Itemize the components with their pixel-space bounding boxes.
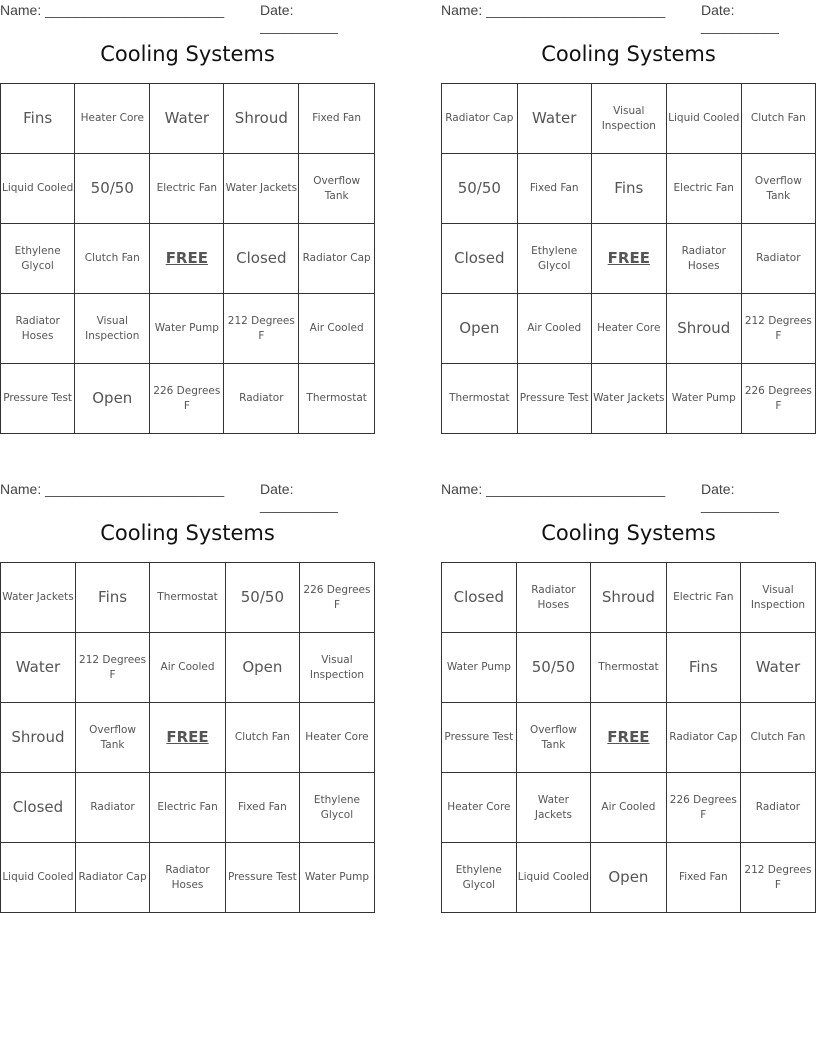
bingo-cell: Closed <box>224 224 299 294</box>
bingo-grid <box>441 83 816 434</box>
grid-row <box>1 84 375 154</box>
bingo-cell: Water Jackets <box>1 563 76 633</box>
bingo-cell: Ethylene Glycol <box>442 843 517 913</box>
bingo-cell: 50/50 <box>516 633 590 703</box>
bingo-cell: Overflow Tank <box>75 703 149 773</box>
grid-row <box>1 843 375 913</box>
bingo-cell: Thermostat <box>442 364 518 434</box>
bingo-cell: Water Pump <box>150 294 224 364</box>
free-space-cell: FREE <box>591 703 667 773</box>
bingo-cell: Liquid Cooled <box>516 843 590 913</box>
bingo-cell: Liquid Cooled <box>666 84 741 154</box>
bingo-cell: Closed <box>442 224 518 294</box>
bingo-cell: 50/50 <box>442 154 518 224</box>
bingo-cell: Water <box>150 84 224 154</box>
bingo-cell: Pressure Test <box>442 703 517 773</box>
bingo-cell: Overflow Tank <box>741 154 815 224</box>
bingo-cell: Fins <box>666 633 740 703</box>
bingo-cell: Water Pump <box>442 633 517 703</box>
bingo-cell: Electric Fan <box>666 563 740 633</box>
grid-row <box>442 364 816 434</box>
bingo-cell: Radiator <box>740 773 815 843</box>
bingo-card-4 <box>441 479 816 914</box>
bingo-cell: 50/50 <box>225 563 299 633</box>
bingo-cell: Shroud <box>666 294 741 364</box>
bingo-cell: Visual Inspection <box>740 563 815 633</box>
bingo-cell: 226 Degrees F <box>741 364 815 434</box>
card-title: Cooling Systems <box>100 42 275 66</box>
grid-row <box>1 154 375 224</box>
bingo-cell: 212 Degrees F <box>741 294 815 364</box>
bingo-cell: Water Pump <box>299 843 374 913</box>
grid-row <box>1 563 375 633</box>
bingo-cell: Closed <box>442 563 517 633</box>
bingo-cell: Electric Fan <box>666 154 741 224</box>
bingo-cell: Radiator Hoses <box>666 224 741 294</box>
card-header <box>441 0 816 34</box>
bingo-cell: 226 Degrees F <box>150 364 224 434</box>
bingo-cell: Open <box>225 633 299 703</box>
bingo-cell: 212 Degrees F <box>75 633 149 703</box>
bingo-cell: Fins <box>1 84 75 154</box>
bingo-card-2 <box>441 0 816 435</box>
bingo-cell: Electric Fan <box>150 154 224 224</box>
bingo-cell: Fixed Fan <box>225 773 299 843</box>
bingo-cell: Ethylene Glycol <box>1 224 75 294</box>
card-title: Cooling Systems <box>541 521 716 545</box>
bingo-cell: Overflow Tank <box>516 703 590 773</box>
grid-row <box>1 633 375 703</box>
bingo-cell: Radiator Cap <box>75 843 149 913</box>
grid-row <box>442 633 816 703</box>
bingo-cell: Liquid Cooled <box>1 154 75 224</box>
bingo-cell: Ethylene Glycol <box>299 773 374 843</box>
bingo-cell: Visual Inspection <box>75 294 150 364</box>
bingo-cell: Water Pump <box>666 364 741 434</box>
bingo-cell: Closed <box>1 773 76 843</box>
bingo-cell: Heater Core <box>442 773 517 843</box>
bingo-cell: Fixed Fan <box>299 84 375 154</box>
bingo-cell: Water <box>740 633 815 703</box>
bingo-cell: Ethylene Glycol <box>517 224 591 294</box>
grid-row <box>1 294 375 364</box>
card-header <box>0 479 375 513</box>
bingo-cell: 50/50 <box>75 154 150 224</box>
grid-row <box>442 703 816 773</box>
bingo-cell: Radiator Hoses <box>1 294 75 364</box>
bingo-cell: Shroud <box>1 703 76 773</box>
bingo-cell: Heater Core <box>299 703 374 773</box>
bingo-cell: 226 Degrees F <box>299 563 374 633</box>
bingo-cell: Water Jackets <box>591 364 666 434</box>
bingo-cell: Air Cooled <box>299 294 375 364</box>
name-field-label: Name: _______________________ <box>441 481 666 497</box>
date-field-label: Date: __________ <box>260 2 338 34</box>
bingo-cell: Radiator <box>741 224 815 294</box>
bingo-cell: Open <box>75 364 150 434</box>
bingo-cell: Open <box>442 294 518 364</box>
free-space-cell: FREE <box>150 703 226 773</box>
grid-row <box>442 843 816 913</box>
card-header <box>0 0 375 34</box>
grid-row <box>1 224 375 294</box>
bingo-cell: 212 Degrees F <box>224 294 299 364</box>
bingo-cell: Visual Inspection <box>299 633 374 703</box>
bingo-cell: Open <box>591 843 667 913</box>
free-space-cell: FREE <box>150 224 224 294</box>
grid-row <box>1 773 375 843</box>
grid-row <box>442 224 816 294</box>
bingo-cell: Air Cooled <box>591 773 667 843</box>
bingo-cell: Thermostat <box>299 364 375 434</box>
bingo-cell: Water <box>517 84 591 154</box>
bingo-card-3 <box>0 479 375 914</box>
bingo-cell: Radiator <box>224 364 299 434</box>
bingo-cell: Electric Fan <box>150 773 226 843</box>
grid-row <box>1 364 375 434</box>
name-field-label: Name: _______________________ <box>0 481 225 497</box>
bingo-cell: Air Cooled <box>150 633 226 703</box>
card-header <box>441 479 816 513</box>
grid-row <box>1 703 375 773</box>
bingo-cell: Clutch Fan <box>740 703 815 773</box>
bingo-cell: Radiator Hoses <box>516 563 590 633</box>
bingo-cell: Radiator Cap <box>299 224 375 294</box>
bingo-cell: Fixed Fan <box>666 843 740 913</box>
bingo-cell: Heater Core <box>591 294 666 364</box>
bingo-cell: Radiator Hoses <box>150 843 226 913</box>
name-field-label: Name: _______________________ <box>441 2 666 18</box>
bingo-grid <box>0 562 375 913</box>
bingo-cell: Pressure Test <box>517 364 591 434</box>
bingo-cell: Thermostat <box>591 633 667 703</box>
grid-row <box>442 563 816 633</box>
bingo-cell: Water Jackets <box>516 773 590 843</box>
bingo-cell: Clutch Fan <box>225 703 299 773</box>
bingo-cell: Shroud <box>591 563 667 633</box>
bingo-cell: Overflow Tank <box>299 154 375 224</box>
bingo-cell: Pressure Test <box>1 364 75 434</box>
bingo-cell: Radiator Cap <box>442 84 518 154</box>
bingo-cell: 226 Degrees F <box>666 773 740 843</box>
bingo-cell: Water <box>1 633 76 703</box>
date-field-label: Date: __________ <box>260 481 338 513</box>
grid-row <box>442 294 816 364</box>
bingo-cell: Clutch Fan <box>75 224 150 294</box>
bingo-cell: Heater Core <box>75 84 150 154</box>
card-title: Cooling Systems <box>100 521 275 545</box>
bingo-grid <box>0 83 375 434</box>
bingo-grid <box>441 562 816 913</box>
bingo-card-1 <box>0 0 375 435</box>
bingo-cell: Radiator Cap <box>666 703 740 773</box>
bingo-cell: Air Cooled <box>517 294 591 364</box>
bingo-cell: Thermostat <box>150 563 226 633</box>
bingo-cell: Clutch Fan <box>741 84 815 154</box>
bingo-cell: Shroud <box>224 84 299 154</box>
card-title: Cooling Systems <box>541 42 716 66</box>
date-field-label: Date: __________ <box>701 2 779 34</box>
grid-row <box>442 773 816 843</box>
grid-row <box>442 154 816 224</box>
bingo-cell: 212 Degrees F <box>740 843 815 913</box>
bingo-cell: Pressure Test <box>225 843 299 913</box>
date-field-label: Date: __________ <box>701 481 779 513</box>
bingo-cell: Liquid Cooled <box>1 843 76 913</box>
bingo-cell: Visual Inspection <box>591 84 666 154</box>
bingo-cell: Radiator <box>75 773 149 843</box>
bingo-cell: Fins <box>591 154 666 224</box>
bingo-cell: Fixed Fan <box>517 154 591 224</box>
free-space-cell: FREE <box>591 224 666 294</box>
grid-row <box>442 84 816 154</box>
bingo-cell: Water Jackets <box>224 154 299 224</box>
name-field-label: Name: _______________________ <box>0 2 225 18</box>
bingo-cell: Fins <box>75 563 149 633</box>
